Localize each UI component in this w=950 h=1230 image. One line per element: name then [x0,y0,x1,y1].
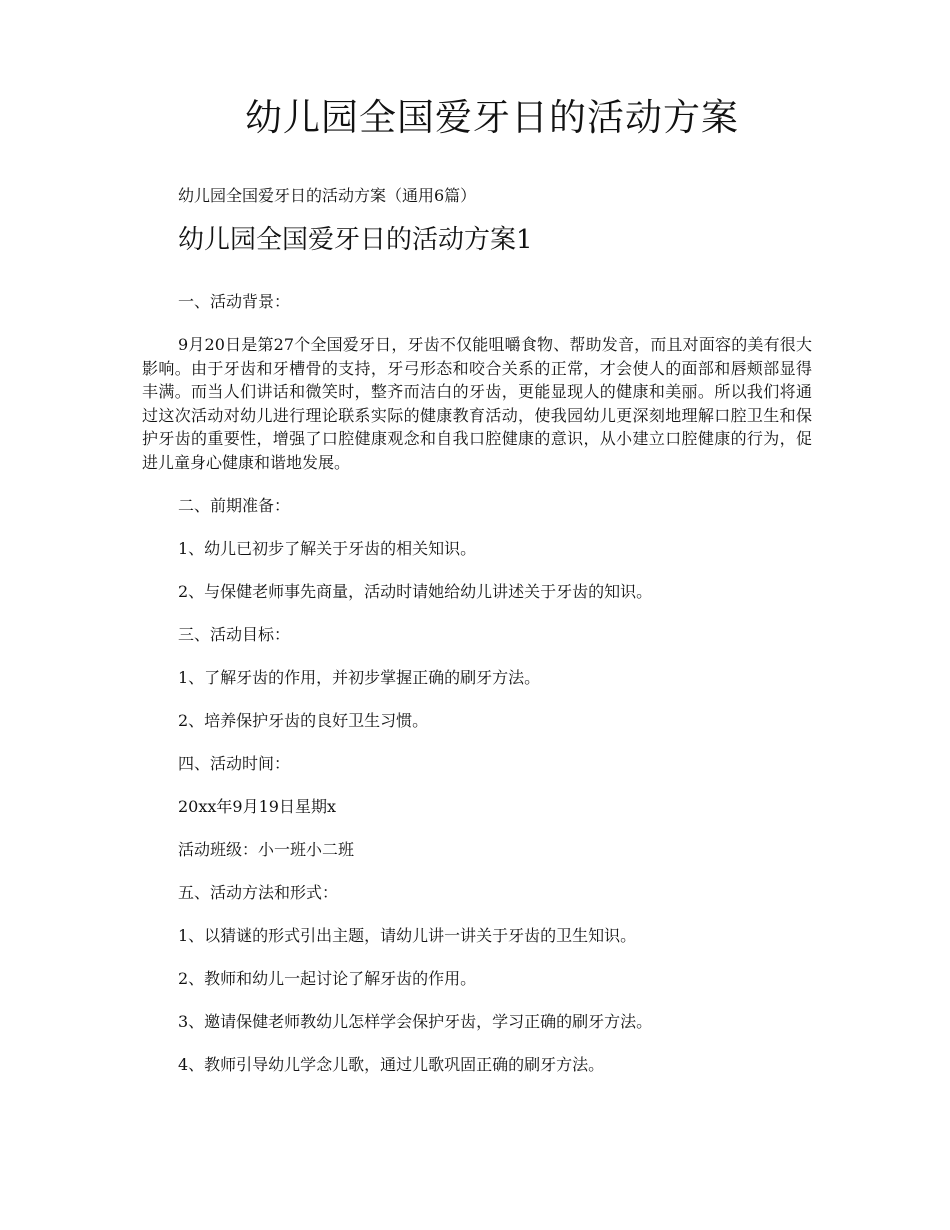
list-item: 1、幼儿已初步了解关于牙齿的相关知识。 [178,538,477,558]
list-item: 1、以猜谜的形式引出主题，请幼儿讲一讲关于牙齿的卫生知识。 [178,925,637,945]
list-item: 3、邀请保健老师教幼儿怎样学会保护牙齿，学习正确的刷牙方法。 [178,1011,653,1031]
document-body [142,290,812,1096]
heading-time: 四、活动时间： [178,753,291,773]
activity-classes: 活动班级：小一班小二班 [178,839,355,859]
list-item: 4、教师引导幼儿学念儿歌，通过儿歌巩固正确的刷牙方法。 [178,1054,605,1074]
list-item: 1、了解牙齿的作用，并初步掌握正确的刷牙方法。 [178,667,541,687]
section-heading: 幼儿园全国爱牙日的活动方案1 [178,225,533,255]
document-title: 幼儿园全国爱牙日的活动方案 [245,96,739,139]
heading-goals: 三、活动目标： [178,624,291,644]
activity-date: 20xx年9月19日星期x [178,796,336,816]
list-item: 2、培养保护牙齿的良好卫生习惯。 [178,710,429,730]
paragraph-background: 9月20日是第27个全国爱牙日，牙齿不仅能咀嚼食物、帮助发音，而且对面容的美有很大影响。由于牙齿和牙槽骨的支持，牙弓形态和咬合关系的正常，才会使人的面部和唇颊部显得丰满。而当人们讲话和微笑时，整齐而洁白的牙齿，更能显现人的健康和美丽。所以我们将通过这次活动对幼儿进行理论联系实际的健康教育活动，使我园幼儿更深刻地理解口腔卫生和保护牙齿的重要性，增强了口腔健康观念和自我口腔健康的意识，从小建立口腔健康的行为，促进儿童身心健康和谐地发展。 [142,335,812,472]
list-item: 2、教师和幼儿一起讨论了解牙齿的作用。 [178,968,477,988]
heading-methods: 五、活动方法和形式： [178,882,339,902]
document-subtitle: 幼儿园全国爱牙日的活动方案（通用6篇） [178,186,477,205]
list-item: 2、与保健老师事先商量，活动时请她给幼儿讲述关于牙齿的知识。 [178,581,653,601]
heading-background: 一、活动背景： [178,292,291,311]
heading-preparation: 二、前期准备： [178,495,291,515]
